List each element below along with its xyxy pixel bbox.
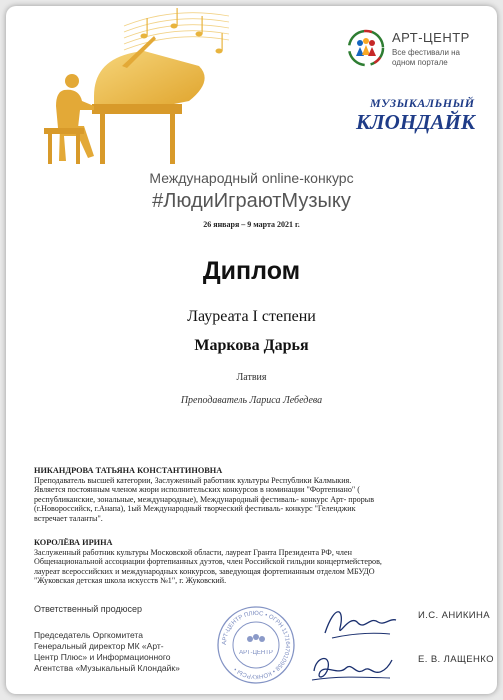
producer-title: Ответственный продюсер <box>34 604 142 614</box>
stamp-outer-text: АРТ-ЦЕНТР ПЛЮС • ОГРН 1171647010958 • КОНКУРСЫ • <box>221 610 291 680</box>
klondike-logo-bottom: КЛОНДАЙК <box>356 110 476 134</box>
organizer-signature <box>306 646 396 691</box>
jury-bio: Преподаватель высшей категории, Заслуженный работник культуры Республики Калмыкия. Является постоянным членом жюри исполнительских конкурсов в номинации "Фортепиано" ( республиканские, зональные, международные), Международный фестиваль- конкурс Арт- прорыв (г.Новороссийск, г.Анапа), 1ый Международный творческий фестиваль- конкурс "Геленджик встречает таланты". <box>34 475 375 523</box>
diploma-heading: Диплом <box>202 257 301 285</box>
art-center-logo-icon <box>346 28 386 68</box>
pianist-illustration <box>24 6 229 176</box>
jury-name: НИКАНДРОВА ТАТЬЯНА КОНСТАНТИНОВНА <box>34 466 223 475</box>
svg-text:АРТ-ЦЕНТР ПЛЮС • ОГРН 11716470 <box>222 611 290 679</box>
diploma-page <box>6 6 497 694</box>
teacher-name: Преподаватель Лариса Лебедева <box>180 395 323 406</box>
art-center-logo-subtitle: Все фестивали на одном портале <box>392 48 461 67</box>
stamp-inner-text: АРТ-ЦЕНТР <box>239 650 273 656</box>
jury-name: КОРОЛЁВА ИРИНА <box>34 538 113 547</box>
official-stamp <box>215 604 297 686</box>
contest-hashtag: #ЛюдиИграютМузыку <box>152 190 351 212</box>
participant-name: Маркова Дарья <box>194 337 309 354</box>
contest-dates: 26 января – 9 марта 2021 г. <box>203 220 300 229</box>
klondike-logo-top: МУЗЫКАЛЬНЫЙ <box>370 96 475 110</box>
contest-title: Международный online-конкурс <box>149 170 354 186</box>
organizer-title: Председатель Оргкомитета Генеральный директор МК «Арт-Центр Плюс» и Информационного Агентства «Музыкальный Клондайк» <box>34 630 180 673</box>
jury-member <box>34 466 384 524</box>
participant-country: Латвия <box>236 372 267 383</box>
producer-name: И.С. АНИКИНА <box>418 610 490 621</box>
jury-bio: Заслуженный работник культуры Московской области, лауреат Гранта Президента РФ, член Общенациональной ассоциации фортепианных дуэтов, член Российской гильдии концертмейстеров, лауреат всероссийских и международных конкурсов, заведующая фортепианным отделом МБУДО "Жуковская детская школа искусств №1", г. Жуковский. <box>34 547 382 586</box>
organizer-name: Е. В. ЛАЩЕНКО <box>418 654 494 665</box>
producer-signature <box>320 598 400 648</box>
jury-member <box>34 538 384 586</box>
art-center-logo-title: АРТ-ЦЕНТР <box>392 30 470 45</box>
laureate-degree: Лауреата I степени <box>187 308 316 325</box>
